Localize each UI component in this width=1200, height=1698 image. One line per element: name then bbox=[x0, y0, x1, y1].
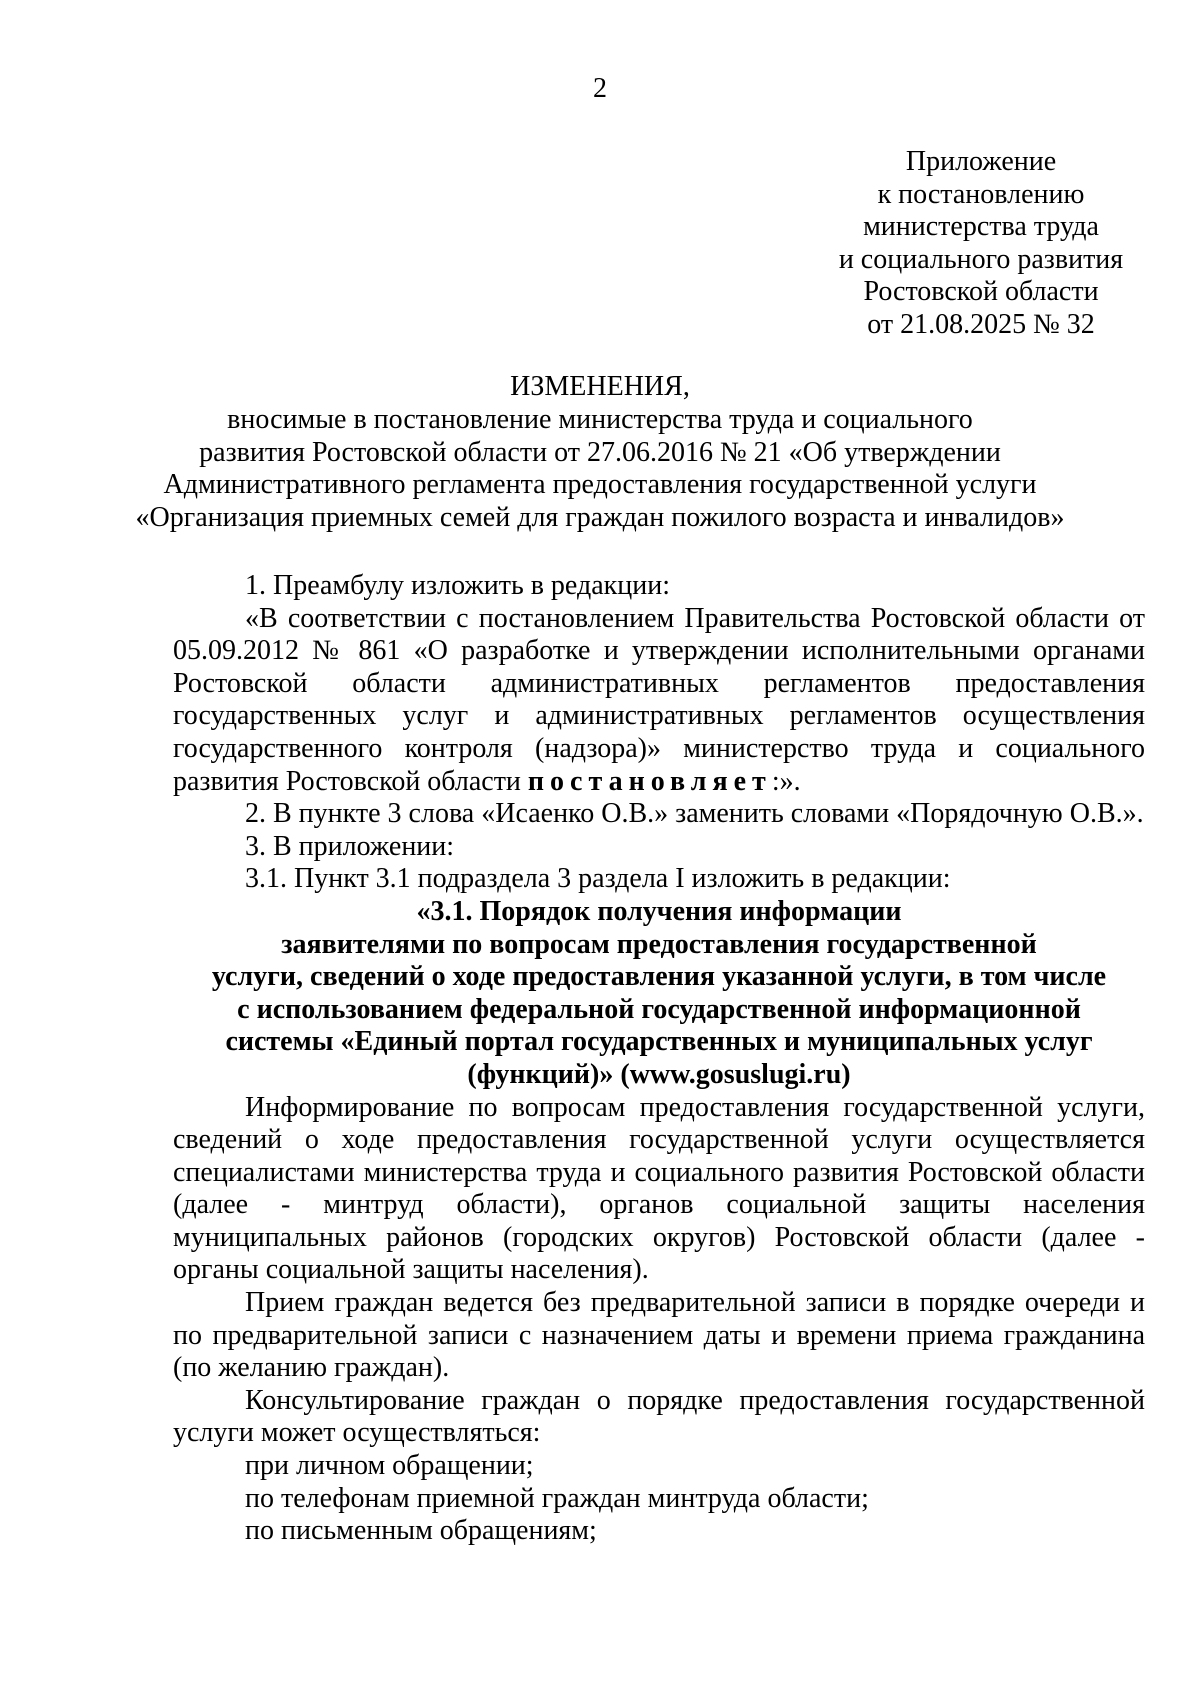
document-title: ИЗМЕНЕНИЯ, bbox=[510, 371, 690, 402]
heading-line: системы «Единый портал государственных и муниципальных услуг bbox=[225, 1026, 1093, 1058]
heading-line: (функций)» (www.gosuslugi.ru) bbox=[467, 1058, 851, 1090]
preamble-text: «В соответствии с постановлением Правительства Ростовской области от 05.09.2012 № 861 «О разработке и утверждении исполнительными органами Ростовской области административных регламентов предоставления государственных услуг и административных регламентов осуществления государственного контроля (надзора)» министерство труда и социального развития Ростовской области bbox=[173, 602, 1145, 797]
subtitle-line: Административного регламента предоставления государственной услуги bbox=[163, 469, 1037, 501]
appendix-line: Ростовской области bbox=[863, 276, 1099, 308]
item-3-1: 3.1. Пункт 3.1 подраздела 3 раздела I изложить в редакции: bbox=[245, 863, 951, 895]
item-1: 1. Преамбулу изложить в редакции: bbox=[245, 570, 671, 601]
appendix-line: и социального развития bbox=[838, 243, 1124, 275]
heading-line: с использованием федеральной государственной информационной bbox=[237, 993, 1081, 1025]
item-1-preamble bbox=[173, 603, 1145, 799]
document-body bbox=[173, 570, 1145, 1548]
appendix-line: к постановлению bbox=[877, 178, 1085, 210]
subtitle-line: «Организация приемных семей для граждан пожилого возраста и инвалидов» bbox=[135, 501, 1065, 533]
appendix-line: министерства труда bbox=[863, 211, 1099, 243]
document-subtitle bbox=[100, 404, 1100, 534]
list-item: по телефонам приемной граждан минтруда области; bbox=[245, 1482, 869, 1514]
appendix-block bbox=[822, 146, 1140, 342]
list-item: по письменным обращениям; bbox=[245, 1515, 597, 1547]
paragraph-reception: Прием граждан ведется без предварительной записи в порядке очереди и по предварительной записи с назначением даты и времени приема гражданина (по желанию граждан). bbox=[173, 1287, 1145, 1384]
appendix-line: от 21.08.2025 № 32 bbox=[867, 308, 1095, 340]
appendix-line: Приложение bbox=[905, 146, 1057, 177]
item-2: 2. В пункте 3 слова «Исаенко О.В.» заменить словами «Порядочную О.В.». bbox=[245, 798, 1144, 830]
preamble-end: :». bbox=[771, 765, 801, 797]
section-heading bbox=[173, 896, 1145, 1092]
page-number: 2 bbox=[593, 73, 607, 104]
subtitle-line: вносимые в постановление министерства труда и социального bbox=[227, 404, 973, 435]
paragraph-consulting: Консультирование граждан о порядке предоставления государственной услуги может осуществляться: bbox=[173, 1384, 1145, 1449]
heading-line: «3.1. Порядок получения информации bbox=[416, 895, 902, 927]
preamble-decree-word: постановляет bbox=[527, 765, 772, 797]
item-3: 3. В приложении: bbox=[245, 830, 455, 862]
heading-line: услуги, сведений о ходе предоставления указанной услуги, в том числе bbox=[211, 961, 1107, 993]
heading-line: заявителями по вопросам предоставления государственной bbox=[281, 928, 1037, 960]
subtitle-line: развития Ростовской области от 27.06.2016 № 21 «Об утверждении bbox=[199, 436, 1001, 468]
paragraph-informing: Информирование по вопросам предоставления государственной услуги, сведений о ходе предоставления государственной услуги осуществляется специалистами министерства труда и социального развития Ростовской области (далее - минтруд области), органов социальной защиты населения муниципальных районов (городских округов) Ростовской области (далее - органы социальной защиты населения). bbox=[173, 1091, 1145, 1286]
list-item: при личном обращении; bbox=[245, 1450, 534, 1482]
